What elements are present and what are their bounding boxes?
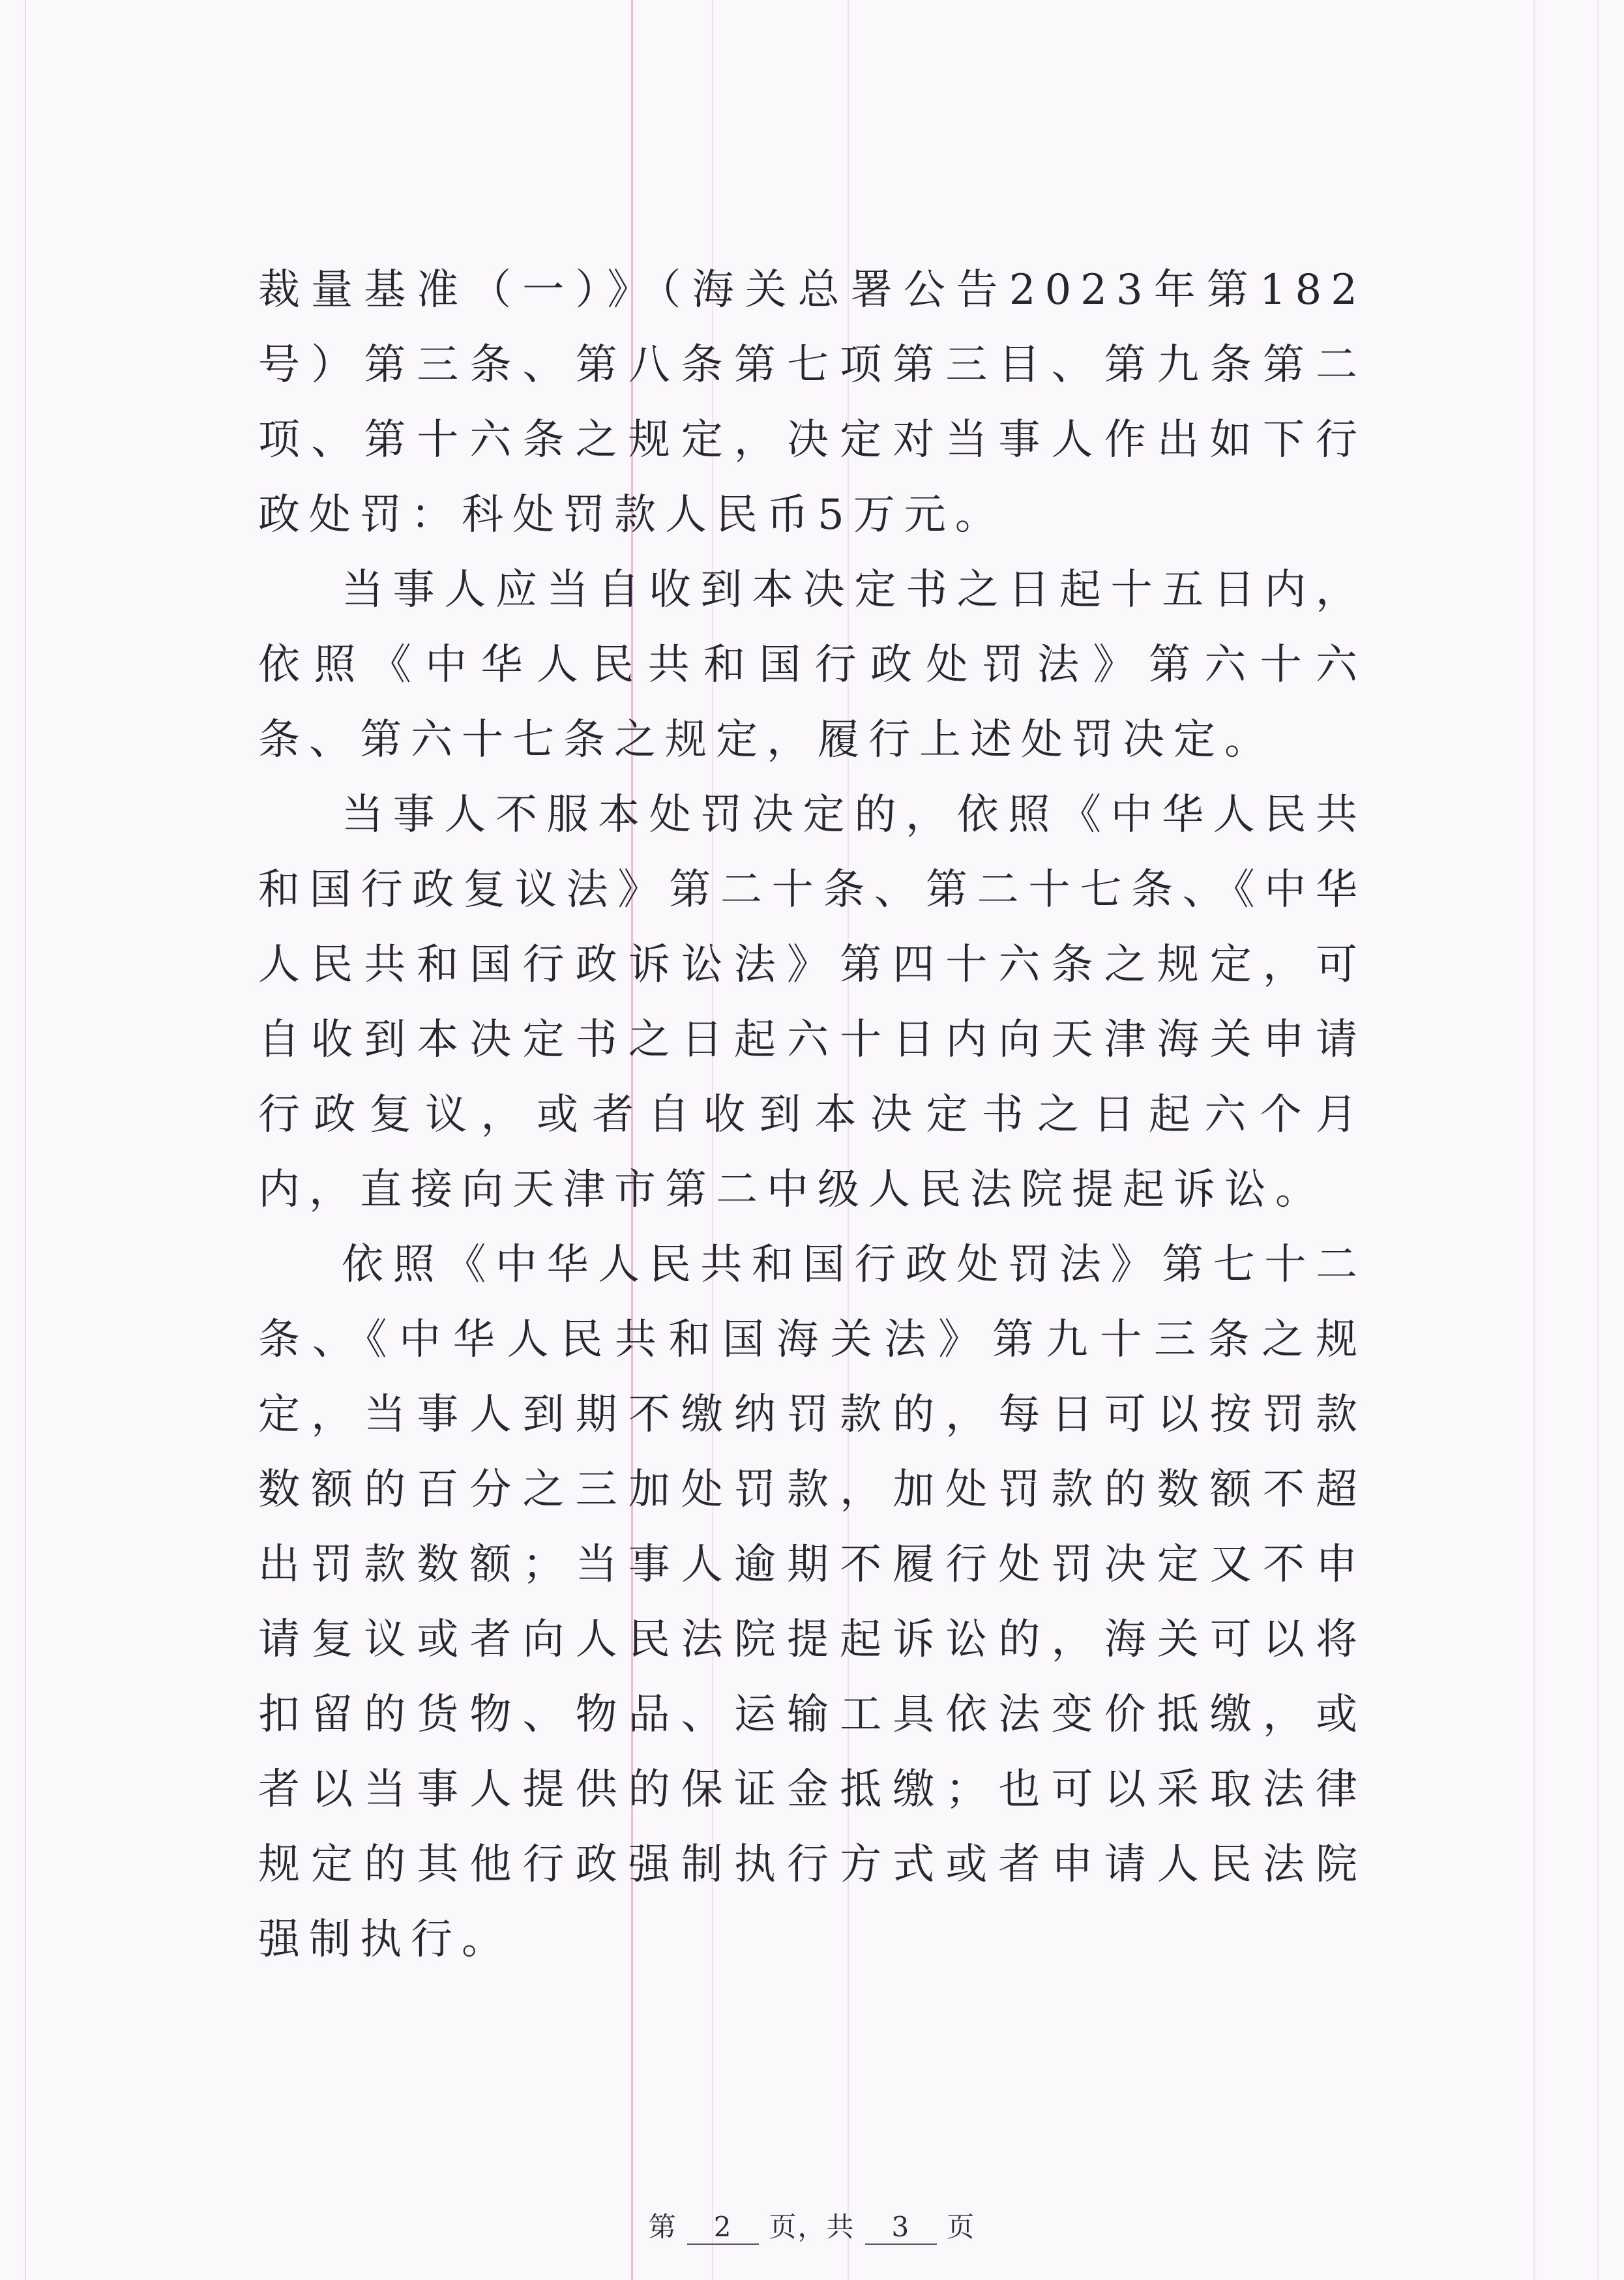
- scan-artifact-line: [1597, 0, 1599, 2280]
- total-page-number: 3: [865, 2211, 937, 2245]
- scan-artifact-line: [1533, 0, 1535, 2280]
- paragraph-enforcement: 依照《中华人民共和国行政处罚法》第七十二条、《中华人民共和国海关法》第九十三条之规定，当事人到期不缴纳罚款的，每日可以按罚款数额的百分之三加处罚款，加处罚款的数额不超出罚款数额；当事人逾期不履行处罚决定又不申请复议或者向人民法院提起诉讼的，海关可以将扣留的货物、物品、运输工具依法变价抵缴，或者以当事人提供的保证金抵缴；也可以采取法律规定的其他行政强制执行方式或者申请人民法院强制执行。: [258, 1241, 1366, 1964]
- paragraph-appeal-rights: 当事人不服本处罚决定的，依照《中华人民共和国行政复议法》第二十条、第二十七条、《中华人民共和国行政诉讼法》第四十六条之规定，可自收到本决定书之日起六十日内向天津海关申请行政复议，或者自收到本决定书之日起六个月内，直接向天津市第二中级人民法院提起诉讼。: [258, 791, 1366, 1214]
- document-body: [258, 253, 1366, 1977]
- paragraph-performance-deadline: 当事人应当自收到本决定书之日起十五日内，依照《中华人民共和国行政处罚法》第六十六条、第六十七条之规定，履行上述处罚决定。: [258, 566, 1366, 764]
- current-page-number: 2: [687, 2211, 759, 2245]
- footer-prefix: 第: [648, 2211, 677, 2243]
- footer-middle: 页，共: [769, 2211, 855, 2243]
- paragraph-penalty-decision: 裁量基准（一）》（海关总署公告2023年第182号）第三条、第八条第七项第三目、第九条第二项、第十六条之规定，决定对当事人作出如下行政处罚：科处罚款人民币5万元。: [258, 266, 1366, 539]
- page-footer: [0, 2209, 1624, 2245]
- footer-suffix: 页: [947, 2211, 976, 2243]
- scan-artifact-line: [25, 0, 26, 2280]
